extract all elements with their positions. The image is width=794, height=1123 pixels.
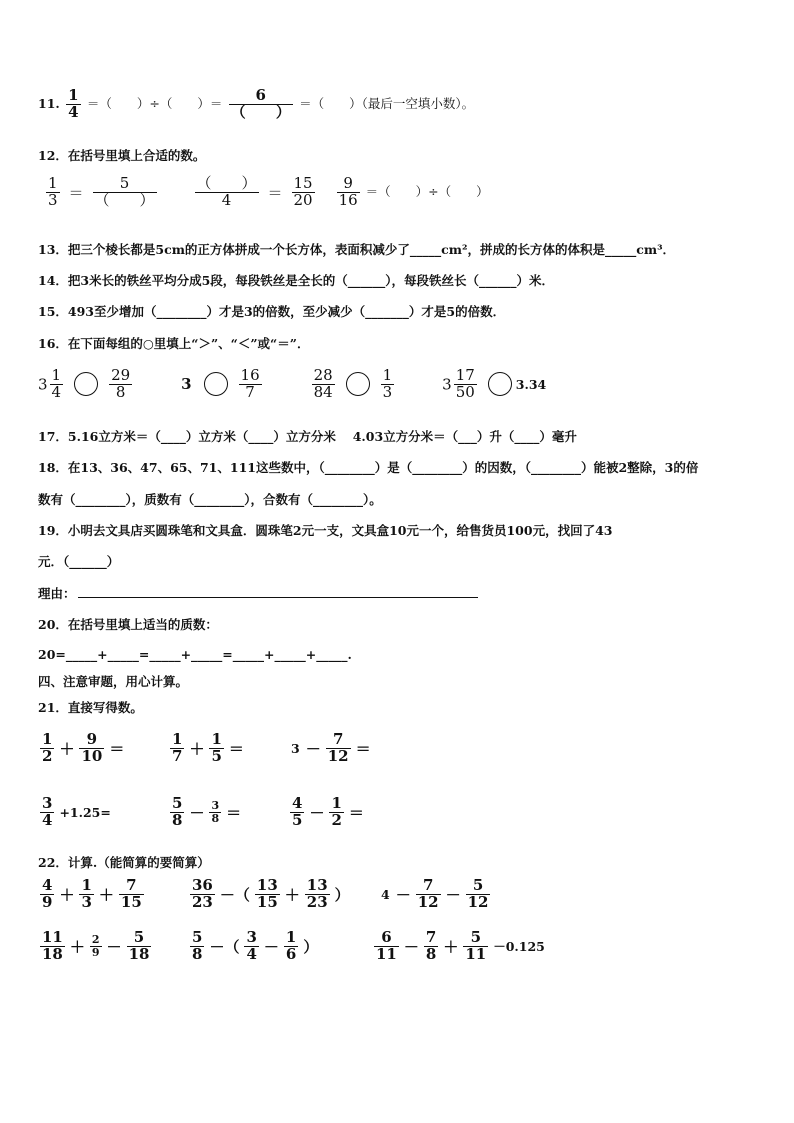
- question-16-title: 16．在下面每组的○里填上“＞”、“＜”或“＝”．: [38, 336, 310, 351]
- compare-circle[interactable]: [488, 372, 512, 396]
- q22-expr-3: 4 － $\frac{7}{12}$ － $\frac{5}{12}$: [381, 876, 489, 911]
- q22-expr-4: $\frac{11}{18}$ ＋ $\frac{2}{9}$ － $\frac{5}{18}$: [42, 928, 150, 963]
- question-19-line1: 19．小明去文具店买圆珠笔和文具盒．圆珠笔2元一支，文具盒10元一个，给售货员100元，找回了43: [38, 523, 613, 538]
- fraction: $\frac{9}{16}$: [338, 174, 358, 209]
- fraction: $\frac{15}{20}$: [293, 174, 313, 209]
- number: 3.34: [515, 376, 547, 392]
- q21-expr-3: 3 － $\frac{7}{12}$ ＝: [291, 730, 371, 765]
- fraction: $\frac{1}{4}$: [68, 86, 79, 121]
- q22-expr-1: $\frac{4}{9}$ ＋ $\frac{1}{3}$ ＋ $\frac{7}{15}$: [42, 876, 142, 911]
- question-19-line2: 元．（______）: [38, 554, 120, 569]
- fraction: （ ） 4: [196, 174, 257, 209]
- mixed-number: 3 $\frac{1}{4}$: [38, 366, 62, 401]
- question-number: 11.: [38, 95, 60, 111]
- fraction: 6 （ ）: [230, 86, 291, 121]
- question-16-comparisons: [38, 368, 549, 401]
- question-13: 13．把三个棱长都是5cm的正方体拼成一个长方体，表面积减少了_____cm²，拼成的长方体的体积是_____cm³．: [38, 242, 676, 257]
- question-12-title: 12．在括号里填上合适的数。: [38, 148, 206, 163]
- q21-expr-2: $\frac{1}{7}$ ＋ $\frac{1}{5}$ ＝: [172, 730, 244, 765]
- q22-expr-2: $\frac{36}{23}$ －（ $\frac{13}{15}$ ＋ $\frac{13}{23}$ ）: [192, 876, 350, 911]
- reason-label: 理由：: [38, 586, 76, 601]
- q22-expr-5: $\frac{5}{8}$ －（ $\frac{3}{4}$ － $\frac{1}{6}$ ）: [192, 928, 319, 963]
- compare-circle[interactable]: [346, 372, 370, 396]
- question-17: 17．5.16立方米＝（____）立方米（____）立方分米 4.03立方分米＝（___）升（____）毫升: [38, 429, 577, 444]
- expression-text: ＝（ ）÷（ ）＝: [86, 95, 223, 111]
- reason-answer-line[interactable]: [78, 597, 478, 598]
- question-21-title: 21．直接写得数。: [38, 700, 143, 715]
- question-11: [38, 88, 474, 121]
- fraction: $\frac{28}{84}$: [313, 366, 333, 401]
- question-14: 14．把3米长的铁丝平均分成5段，每段铁丝是全长的（______），每段铁丝长（______）米．: [38, 273, 555, 288]
- question-20-title: 20．在括号里填上适当的质数：: [38, 617, 218, 632]
- fraction: $\frac{1}{3}$: [48, 174, 58, 209]
- q21-expr-1: $\frac{1}{2}$ ＋ $\frac{9}{10}$ ＝: [42, 730, 125, 765]
- fraction: $\frac{1}{3}$: [382, 366, 393, 401]
- expression-text: ＝（ ）÷（ ）: [365, 183, 489, 199]
- fraction: 5 （ ）: [94, 174, 155, 209]
- question-22-title: 22．计算.（能简算的要简算）: [38, 855, 210, 870]
- q21-expr-6: $\frac{4}{5}$ － $\frac{1}{2}$ ＝: [292, 794, 364, 829]
- number: 3: [181, 375, 192, 394]
- question-15: 15．493至少增加（________）才是3的倍数，至少减少（_______）才是5的倍数．: [38, 304, 506, 319]
- compare-circle[interactable]: [74, 372, 98, 396]
- mixed-number: 3 $\frac{17}{50}$: [442, 366, 475, 401]
- section-4-heading: 四、注意审题，用心计算。: [38, 674, 189, 689]
- q22-expr-6: $\frac{6}{11}$ － $\frac{7}{8}$ ＋ $\frac{5}{11}$ －0.125: [376, 928, 545, 963]
- question-18-line1: 18．在13、36、47、65、71、111这些数中，（________）是（________）的因数，（________）能被2整除，3的倍: [38, 460, 699, 475]
- fraction: $\frac{16}{7}$: [240, 366, 260, 401]
- compare-circle[interactable]: [204, 372, 228, 396]
- fraction: $\frac{29}{8}$: [111, 366, 131, 401]
- q21-expr-5: $\frac{5}{8}$ － $\frac{3}{8}$ ＝: [172, 794, 242, 829]
- question-12-equations: $\frac{1}{3}$ ＝ 5 （ ） （ ） 4 ＝ $\frac{15}{20}$ $\frac{9}{16}$ ＝（ ）÷（ ）: [48, 174, 489, 209]
- expression-text: ＝（ ）（最后一空填小数）。: [299, 95, 475, 111]
- question-20-equation: 20=_____+_____=_____+_____=_____+_____+_____.: [38, 647, 352, 662]
- question-18-line2: 数有（________），质数有（________），合数有（________）。: [38, 492, 382, 507]
- q21-expr-4: $\frac{3}{4}$ +1.25=: [42, 794, 111, 829]
